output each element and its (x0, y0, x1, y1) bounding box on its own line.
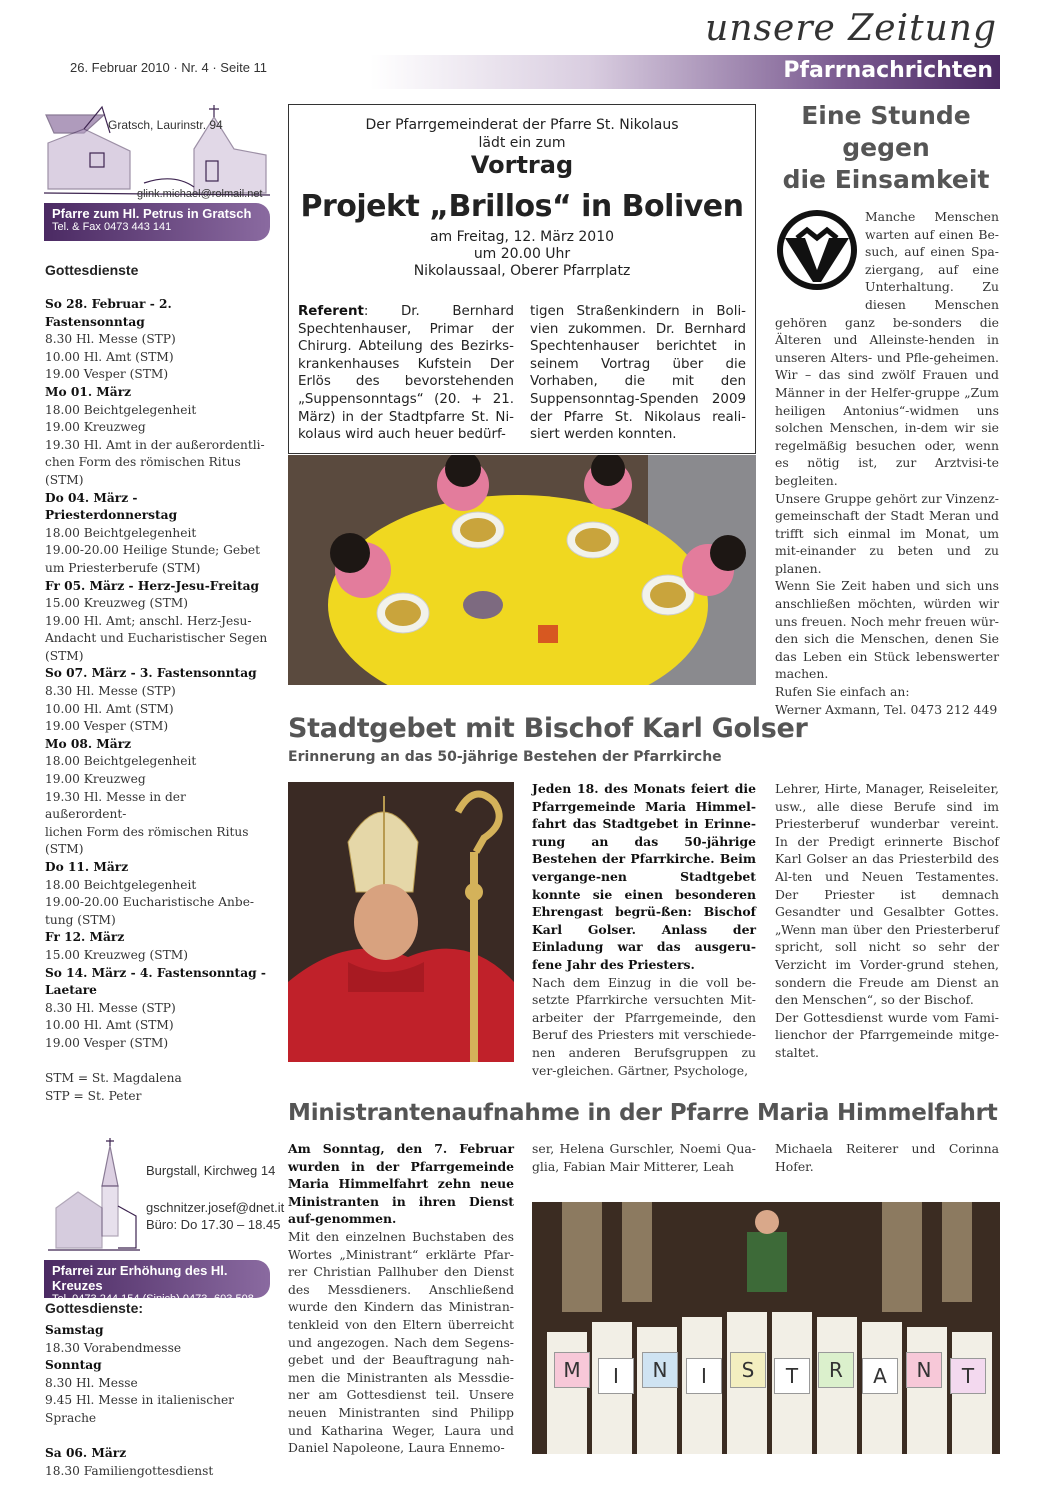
burgstall-schedule (45, 1322, 275, 1480)
schedule-entry: 19.00 Kreuzweg (45, 772, 146, 787)
stadtgebet-body-2: Lehrer, Hirte, Manager, Reiseleiter, usw., alle diese Berufe sind im Priesterberuf wunderbar vereint. In der Predigt erinnerte Bischof Karl Golser an das Priesterbild des Al-ten und Neuen Testamentes. Der Priester ist demnach Gesandter und Gesalbter Gottes. „Wenn man über den Priesterberuf spricht, soll nicht so sehr der Verzicht im Vorder-grund stehen, sondern die Freude am Dienst an den Menschen“, so der Bischof. (775, 781, 999, 1008)
ministranten-group-photo (532, 1202, 1000, 1454)
bishop-photo (288, 782, 514, 1062)
letter-card: S (730, 1352, 766, 1388)
ministranten-column-1 (288, 1140, 514, 1457)
letter-card: I (598, 1358, 634, 1394)
schedule-entry: 9.45 Hl. Messe in italienischer Sprache (45, 1393, 234, 1425)
announcement-title: Projekt „Brillos“ in Boliven (300, 189, 744, 224)
burgstall-parish-banner (44, 1260, 270, 1305)
einsamkeit-paragraph-3: Wenn Sie Zeit haben und sich uns anschließen möchten, würden wir uns freuen. Noch mehr freuen wür-den sich die Menschen, denen Sie das Leben ein Stück lebenswerter machen. (775, 578, 999, 682)
burgstall-email[interactable]: gschnitzer.josef@dnet.it (146, 1200, 285, 1215)
letter-card: T (774, 1358, 810, 1394)
schedule-entry: (STM) (45, 842, 84, 857)
schedule-day-heading: Fr 05. März - Herz-Jesu-Freitag (45, 578, 260, 593)
stadtgebet-subtitle: Erinnerung an das 50-jährige Bestehen der Pfarrkirche (288, 749, 722, 765)
children-eating-photo (288, 455, 756, 685)
schedule-entry: 18.30 Vorabendmesse (45, 1340, 182, 1355)
stadtgebet-lead: Jeden 18. des Monats feiert die Pfarrgemeinde Maria Himmel-fahrt das Stadtgebet in Erinne-rung an das 50-jährige Bestehen der Pfarrkirche. Beim vergange-nen Stadtgebet konnte sie einen besonderen Ehrengast begrü-ßen: Bischof Karl Golser. Anlass der Einladung war das ausgeru-fene Jahr des Priesters. (532, 781, 756, 972)
newspaper-brand: unsere Zeitung (705, 8, 997, 49)
schedule-entry: 18.00 Beichtgelegenheit (45, 525, 197, 540)
announcement-intro-2: lädt ein zum (478, 135, 566, 151)
letter-card: I (686, 1358, 722, 1394)
schedule-entry: tung (STM) (45, 912, 116, 927)
schedule-entry: 18.30 Familiengottesdienst (45, 1463, 214, 1478)
schedule-day-heading: Sonntag (45, 1358, 102, 1373)
gratsch-email[interactable]: glink.michael@rolmail.net (137, 188, 263, 200)
ministranten-lead: Am Sonntag, den 7. Februar wurden in der Pfarrgemeinde Maria Himmelfahrt zehn neue Ministranten in ihren Dienst auf-genommen. (288, 1141, 514, 1227)
issue-line: 26. Februar 2010 · Nr. 4 · Seite 11 (70, 60, 268, 75)
announcement-kind: Vortrag (470, 151, 574, 179)
einsamkeit-contact: Werner Axmann, Tel. 0473 212 449 (775, 701, 998, 717)
schedule-entry: 19.00-20.00 Eucharistische Anbe- (45, 895, 255, 910)
burgstall-heading: Gottesdienste: (45, 1300, 144, 1316)
schedule-day-heading: Do 11. März (45, 860, 129, 874)
burgstall-tel: Tel. 0473 244 154 (Sinich) 0473- 603 508 (52, 1293, 254, 1305)
einsamkeit-text (775, 208, 999, 718)
schedule-entry: STP = St. Peter (45, 1088, 142, 1103)
announcement-column-1 (298, 303, 514, 444)
einsamkeit-title (770, 100, 1002, 196)
letter-card: R (818, 1352, 854, 1388)
schedule-entry (45, 1053, 270, 1071)
letter-card: N (906, 1352, 942, 1388)
lecture-announcement-box (288, 104, 756, 454)
schedule-entry: 10.00 Hl. Amt (STM) (45, 349, 174, 364)
schedule-entry: 18.00 Beichtgelegenheit (45, 754, 197, 769)
ministranten-body-1: Mit den einzelnen Buchstaben des Wortes „Ministrant“ erklärte Pfar-rer Christian Pallhuber den Dienst des Messdieners. Anschließend wurde den Kindern das Ministran-tenkleid von den Eltern überreicht und angezogen. Nach dem Segens-gebet und der Beauftragung nah-men die Ministranten als Messdie-ner am Gottesdienst teil. Unsere neuen Ministranten sind Philipp und Katharina Weger, Laura und Daniel Napoleone, Laura Ennemo- (288, 1228, 514, 1456)
schedule-day-heading: Mo 01. März (45, 384, 132, 399)
gratsch-parish-name: Pfarre zum Hl. Petrus in Gratsch (52, 206, 252, 221)
schedule-entry: 19.00 Vesper (STM) (45, 719, 169, 734)
ministranten-column-3: Michaela Reiterer und Corinna Hofer. (775, 1141, 999, 1174)
burgstall-office-hours: Büro: Do 17.30 – 18.45 (146, 1217, 281, 1232)
einsamkeit-paragraph-1: Manche Menschen warten auf einen Be-such, auf einen Spa-ziergang, auf eine Unterhaltung. Zu diesen Menschen gehören ganz be-sonders die Älteren und Alleinste-henden in unseren Alters- und Pfle-geheimen. Wir – das sind zwölf Frauen und Männer in der Helfer-gruppe „Zum heiligen Antonius“-widmen uns solchen Menschen, in-dem wir sie regelmäßig besuchen oder, wenn es nötig ist, zur Arztvisi-te begleiten. (775, 209, 999, 488)
gratsch-heading: Gottesdienste (45, 262, 139, 278)
announcement-place: Nikolaussaal, Oberer Pfarrplatz (413, 263, 631, 279)
einsamkeit-title-line-1: Eine Stunde (801, 101, 971, 130)
schedule-entry: 10.00 Hl. Amt (STM) (45, 701, 174, 716)
schedule-entry: chen Form des römischen Ritus (45, 455, 241, 470)
gratsch-address: Gratsch, Laurinstr. 94 (108, 118, 223, 132)
letter-card: M (554, 1352, 590, 1388)
gratsch-parish-banner (44, 203, 270, 241)
ministranten-column-2: ser, Helena Gurschler, Noemi Qua-glia, Fabian Mair Mitterer, Leah (532, 1141, 756, 1174)
schedule-entry: 18.00 Beichtgelegenheit (45, 402, 197, 417)
announcement-column-2: tigen Straßenkindern in Boli-vien zukommen. Dr. Bernhard Spechtenhauser berichtet in seinem Vortrag über die Vorhaben, die mit den Suppensonntag-Spenden 2009 der Pfarre St. Nikolaus reali-siert werden konnten. (530, 304, 746, 443)
stadtgebet-column-1 (532, 780, 756, 1079)
schedule-entry: 18.00 Beichtgelegenheit (45, 877, 197, 892)
schedule-entry: 8.30 Hl. Messe (STP) (45, 332, 176, 347)
gratsch-schedule (45, 296, 270, 1105)
schedule-entry: 19.30 Hl. Messe in der außerordent- (45, 789, 186, 822)
schedule-entry: 19.00 Kreuzweg (45, 420, 146, 435)
schedule-entry: 19.00-20.00 Heilige Stunde; Gebet (45, 543, 260, 558)
schedule-entry: 15.00 Kreuzweg (STM) (45, 596, 188, 611)
einsamkeit-paragraph-2: Unsere Gruppe gehört zur Vinzenz-gemeinschaft der Stadt Meran und trifft sich einmal im Monat, um mit-einander zu beten und zu planen. (775, 490, 999, 576)
schedule-day-heading: Fr 12. März (45, 930, 125, 945)
schedule-entry: lichen Form des römischen Ritus (45, 824, 249, 839)
announcement-date: am Freitag, 12. März 2010 (429, 229, 615, 245)
schedule-entry: 19.30 Hl. Amt in der außerordentli- (45, 437, 265, 452)
letter-card: A (862, 1358, 898, 1394)
stadtgebet-headline: Stadtgebet mit Bischof Karl Golser (288, 713, 808, 744)
burgstall-church-drawing (48, 1136, 140, 1258)
schedule-entry: um Priesterberufe (STM) (45, 560, 201, 575)
einsamkeit-title-line-2: gegen (842, 133, 930, 162)
einsamkeit-title-line-3: die Einsamkeit (782, 165, 990, 194)
schedule-day-heading: Mo 08. März (45, 736, 132, 751)
schedule-entry: 8.30 Hl. Messe (STP) (45, 1000, 176, 1015)
schedule-day-heading: Samstag (45, 1323, 104, 1337)
schedule-day-heading: So 14. März - 4. Fastensonntag - (45, 965, 266, 980)
stadtgebet-body-1: Nach dem Einzug in die voll be-setzte Pfarrkirche versuchten Mit-arbeiter der Pfarrgemeinde, den Beruf des Priesters mit verschiede-nen anderen Berufsgruppen zu ver-gleichen. Gärtner, Psychologe, (532, 974, 756, 1078)
schedule-entry: (STM) (45, 648, 84, 663)
schedule-entry: 19.00 Vesper (STM) (45, 1035, 169, 1050)
burgstall-address: Burgstall, Kirchweg 14 (146, 1163, 276, 1178)
referent-label: Referent (298, 304, 364, 319)
schedule-entry: 19.00 Hl. Amt; anschl. Herz-Jesu- (45, 613, 252, 628)
schedule-entry (45, 1428, 275, 1446)
schedule-entry: 15.00 Kreuzweg (STM) (45, 947, 188, 962)
einsamkeit-paragraph-4: Rufen Sie einfach an: (775, 684, 910, 700)
stadtgebet-body-3: Der Gottesdienst wurde vom Fami-lienchor der Pfarrgemeinde mitge-staltet. (775, 1009, 999, 1060)
burgstall-parish-name: Pfarrei zur Erhöhung des Hl. Kreuzes (52, 1263, 228, 1293)
schedule-entry: 10.00 Hl. Amt (STM) (45, 1018, 174, 1033)
schedule-day-heading: Sa 06. März (45, 1446, 127, 1461)
schedule-day-heading: Laetare (45, 983, 97, 998)
stadtgebet-column-2 (775, 780, 999, 1062)
schedule-entry: Andacht und Eucharistischer Segen (45, 631, 268, 646)
schedule-entry: 8.30 Hl. Messe (45, 1375, 138, 1390)
schedule-day-heading: Do 04. März - Priesterdonnerstag (45, 490, 178, 523)
schedule-entry: STM = St. Magdalena (45, 1071, 182, 1086)
announcement-intro: Der Pfarrgemeinderat der Pfarre St. Nikolaus (365, 117, 679, 133)
schedule-day-heading: So 07. März - 3. Fastensonntag (45, 666, 257, 681)
schedule-entry: 19.00 Vesper (STM) (45, 367, 169, 382)
schedule-entry: (STM) (45, 472, 84, 487)
letter-card: T (950, 1358, 986, 1394)
ministranten-headline: Ministrantenaufnahme in der Pfarre Maria Himmelfahrt (288, 1100, 998, 1126)
section-title: Pfarrnachrichten (783, 58, 993, 83)
schedule-day-heading: So 28. Februar - 2. Fastensonntag (45, 297, 172, 329)
gratsch-tel: Tel. & Fax 0473 443 141 (52, 221, 172, 233)
announcement-time: um 20.00 Uhr (473, 246, 571, 262)
announcement-col1-text: : Dr. Bernhard Spechtenhauser, Primar der Chirurg. Abteilung des Bezirks-krankenhauses Kufstein Der Erlös des bevorstehenden „Suppensonntags“ (20. + 21. März) in der Stadtpfarre St. Ni-kolaus wird auch heuer bedürf- (298, 304, 514, 443)
letter-card: N (642, 1352, 678, 1388)
schedule-entry: 8.30 Hl. Messe (STP) (45, 684, 176, 699)
